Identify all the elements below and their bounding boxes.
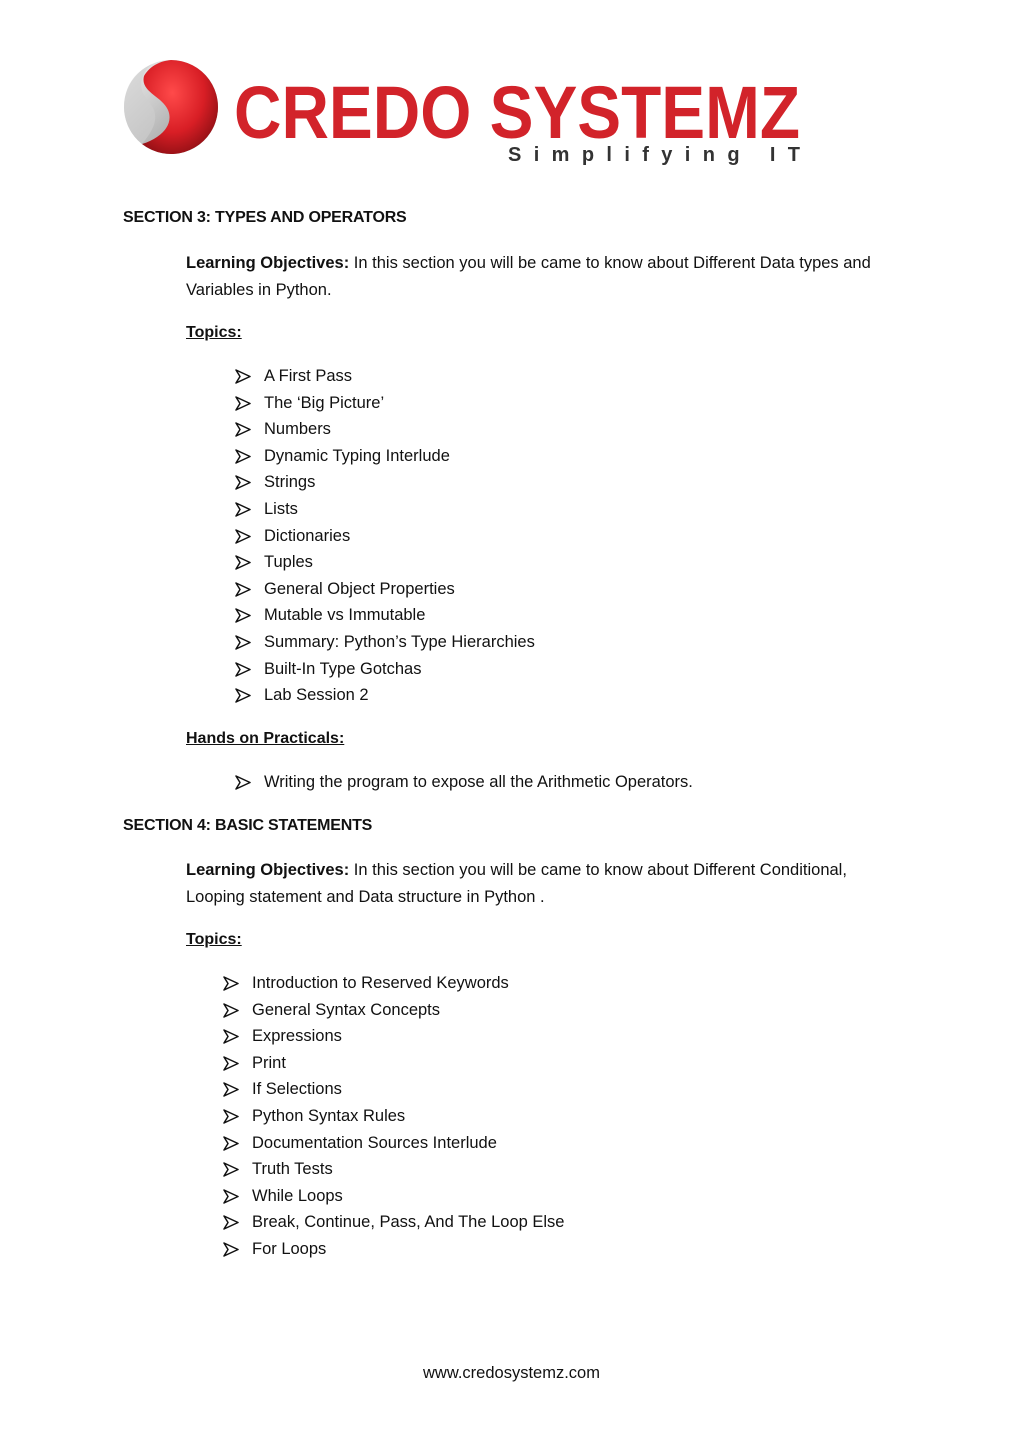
list-item: Documentation Sources Interlude <box>223 1130 564 1157</box>
list-item: Lab Session 2 <box>235 682 535 709</box>
section-3-practicals-heading: Hands on Practicals: <box>186 730 345 747</box>
list-item: Tuples <box>235 549 535 576</box>
section-3-objectives <box>186 250 906 303</box>
arrow-bullet-icon <box>235 396 251 411</box>
arrow-bullet-icon <box>235 662 251 677</box>
arrow-bullet-icon <box>235 688 251 703</box>
objectives-label: Learning Objectives: <box>186 861 350 879</box>
logo-name: CREDO SYSTEMZ <box>234 71 800 154</box>
list-item: While Loops <box>223 1183 564 1210</box>
section-4-title: SECTION 4: BASIC STATEMENTS <box>123 817 373 834</box>
arrow-bullet-icon <box>235 502 251 517</box>
list-item: Expressions <box>223 1023 564 1050</box>
list-item: Mutable vs Immutable <box>235 602 535 629</box>
arrow-bullet-icon <box>235 475 251 490</box>
section-3-title: SECTION 3: TYPES AND OPERATORS <box>123 209 407 226</box>
arrow-bullet-icon <box>223 1215 239 1230</box>
list-item: Break, Continue, Pass, And The Loop Else <box>223 1209 564 1236</box>
objectives-label: Learning Objectives: <box>186 254 350 272</box>
list-item: Built-In Type Gotchas <box>235 656 535 683</box>
arrow-bullet-icon <box>235 582 251 597</box>
list-item: A First Pass <box>235 363 535 390</box>
list-item: Summary: Python’s Type Hierarchies <box>235 629 535 656</box>
arrow-bullet-icon <box>235 422 251 437</box>
list-item: General Syntax Concepts <box>223 997 564 1024</box>
section-4-topics-list <box>223 970 564 1263</box>
section-3-practicals-list <box>235 769 693 796</box>
logo-tagline: Simplifying IT <box>508 144 800 166</box>
arrow-bullet-icon <box>223 1056 239 1071</box>
list-item: Lists <box>235 496 535 523</box>
section-3-topics-heading: Topics: <box>186 324 242 341</box>
arrow-bullet-icon <box>223 1136 239 1151</box>
arrow-bullet-icon <box>223 1162 239 1177</box>
list-item: Strings <box>235 469 535 496</box>
list-item: Dynamic Typing Interlude <box>235 443 535 470</box>
arrow-bullet-icon <box>223 1189 239 1204</box>
list-item: Truth Tests <box>223 1156 564 1183</box>
footer-url: www.credosystemz.com <box>423 1364 600 1382</box>
objectives-text: In this section you will be came to know about Different Conditional, Looping statement and Data structure in Python . <box>186 861 847 906</box>
list-item: Dictionaries <box>235 523 535 550</box>
company-logo <box>122 58 802 168</box>
list-item: Numbers <box>235 416 535 443</box>
arrow-bullet-icon <box>235 369 251 384</box>
arrow-bullet-icon <box>223 976 239 991</box>
list-item: General Object Properties <box>235 576 535 603</box>
list-item: If Selections <box>223 1076 564 1103</box>
arrow-bullet-icon <box>223 1242 239 1257</box>
list-item: For Loops <box>223 1236 564 1263</box>
arrow-bullet-icon <box>235 635 251 650</box>
list-item: The ‘Big Picture’ <box>235 390 535 417</box>
objectives-text: In this section you will be came to know about Different Data types and Variables in Python. <box>186 254 871 299</box>
list-item: Python Syntax Rules <box>223 1103 564 1130</box>
section-4-objectives <box>186 857 906 910</box>
arrow-bullet-icon <box>223 1109 239 1124</box>
arrow-bullet-icon <box>235 555 251 570</box>
arrow-bullet-icon <box>223 1003 239 1018</box>
section-3-topics-list <box>235 363 535 709</box>
arrow-bullet-icon <box>235 608 251 623</box>
section-4-topics-heading: Topics: <box>186 931 242 948</box>
arrow-bullet-icon <box>223 1029 239 1044</box>
list-item: Writing the program to expose all the Arithmetic Operators. <box>235 769 693 796</box>
arrow-bullet-icon <box>235 529 251 544</box>
arrow-bullet-icon <box>235 775 251 790</box>
list-item: Print <box>223 1050 564 1077</box>
list-item: Introduction to Reserved Keywords <box>223 970 564 997</box>
arrow-bullet-icon <box>235 449 251 464</box>
arrow-bullet-icon <box>223 1082 239 1097</box>
